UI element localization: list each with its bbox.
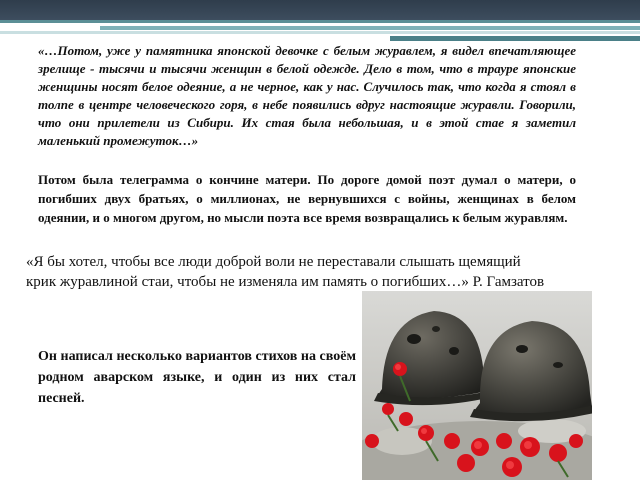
decor-stripe — [100, 26, 640, 30]
helmets-carnations-photo — [362, 291, 592, 480]
quote-text: «…Потом, уже у памятника японской девочке с белым журавлем, я видел впечатляющее зрелище - тысячи и тысячи женщин в белой одежде. Дело в том, что в трауре японские женщины носят белое одеяние, а не черное, как у нас. Случилось так, что когда я стоял в толпе в центре человеческого горя, в небе появились вдруг настоящие журавли. Говорили, что они прилетели из Сибири. Их стая была небольшая, и в этой стае я заметил маленький промежуток…» — [38, 43, 576, 148]
decor-stripe — [0, 31, 640, 34]
decor-stripe — [390, 36, 640, 41]
bottom-text: Он написал несколько вариантов стихов на своём родном аварском языке, и один из них стал песней. — [38, 349, 356, 406]
header-bar — [0, 0, 640, 20]
paragraph-text: Потом была телеграмма о кончине матери. По дороге домой поэт думал о матери, о погибших двух братьях, о миллионах, не вернувшихся с войны, женщинах в белом одеянии, и о многом другом, но мысли поэта все время возвращались к белым журавлям. — [38, 172, 576, 225]
gamzatov-quote: «Я бы хотел, чтобы все люди доброй воли не переставали слышать щемящий крик журавлиной стаи, чтобы не изменяла им память о погибших…» Р. Гамзатов — [26, 254, 545, 290]
decor-stripe — [0, 20, 640, 23]
